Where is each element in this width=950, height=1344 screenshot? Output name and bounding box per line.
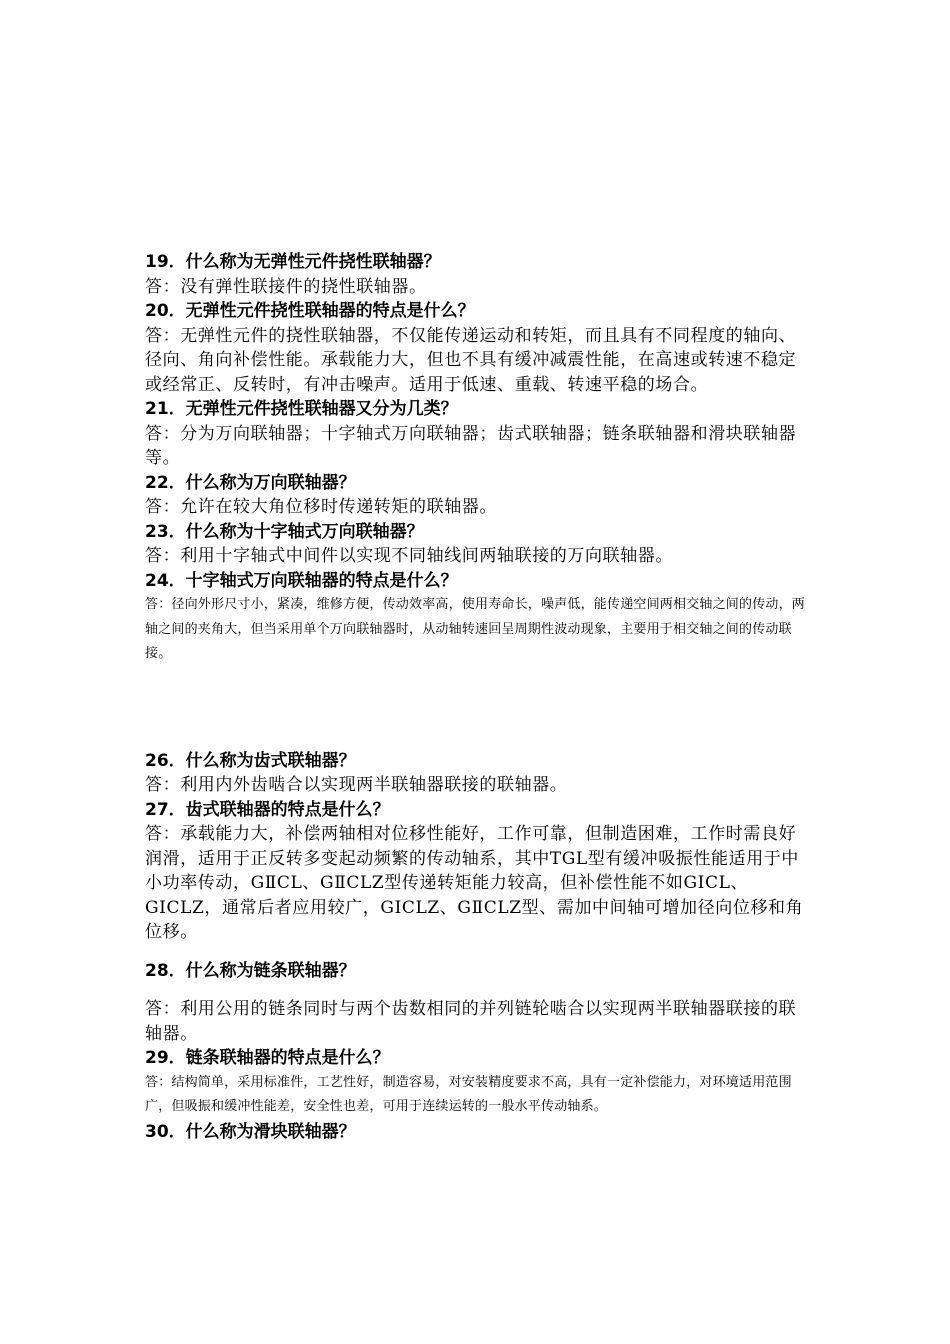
answer-22: 答：允许在较大角位移时传递转矩的联轴器。 bbox=[145, 497, 497, 517]
question-22: 22．什么称为万向联轴器？ bbox=[145, 472, 356, 493]
question-26: 26．什么称为齿式联轴器？ bbox=[145, 750, 356, 771]
answer-27: 答：承载能力大，补偿两轴相对位移性能好，工作可靠，但制造困难，工作时需良好润滑，适用于正反转多变起动频繁的传动轴系，其中TGL型有缓冲吸振性能适用于中小功率传动，GⅡCL、GⅡCLZ型传递转矩能力较高，但补偿性能不如GICL、GICLZ，通常后者应用较广，GICLZ、GⅡCLZ型、需加中间轴可增加径向位移和角位移。 bbox=[145, 824, 804, 942]
blank-gap bbox=[145, 667, 810, 749]
question-27: 27．齿式联轴器的特点是什么？ bbox=[145, 799, 390, 820]
answer-24: 答：径向外形尺寸小，紧凑，维修方便，传动效率高，使用寿命长，噪声低，能传递空间两相交轴之间的传动，两轴之间的夹角大，但当采用单个万向联轴器时，从动轴转速回呈周期性波动现象，主要用于相交轴之间的传动联接。 bbox=[145, 597, 806, 661]
blank-gap bbox=[145, 945, 810, 959]
question-21: 21．无弹性元件挠性联轴器又分为几类？ bbox=[145, 399, 458, 419]
answer-26: 答：利用内外齿啮合以实现两半联轴器联接的联轴器。 bbox=[145, 775, 568, 795]
blank-gap bbox=[145, 983, 810, 997]
question-28: 28．什么称为链条联轴器？ bbox=[145, 960, 356, 981]
question-29: 29．链条联轴器的特点是什么？ bbox=[145, 1048, 390, 1068]
question-24: 24．十字轴式万向联轴器的特点是什么？ bbox=[145, 570, 458, 591]
question-19: 19．什么称为无弹性元件挠性联轴器？ bbox=[145, 252, 441, 272]
question-20: 20．无弹性元件挠性联轴器的特点是什么？ bbox=[145, 301, 475, 321]
answer-20: 答：无弹性元件的挠性联轴器，不仅能传递运动和转矩，而且具有不同程度的轴向、径向、角向补偿性能。承载能力大，但也不具有缓冲减震性能，在高速或转速不稳定或经常正、反转时，有冲击噪声。适用于低速、重载、转速平稳的场合。 bbox=[145, 325, 797, 395]
answer-21: 答：分为万向联轴器；十字轴式万向联轴器；齿式联轴器；链条联轴器和滑块联轴器等。 bbox=[145, 423, 797, 468]
answer-19: 答：没有弹性联接件的挠性联轴器。 bbox=[145, 276, 427, 297]
answer-23: 答：利用十字轴式中间件以实现不同轴线间两轴联接的万向联轴器。 bbox=[145, 546, 673, 566]
answer-28: 答：利用公用的链条同时与两个齿数相同的并列链轮啮合以实现两半联轴器联接的联轴器。 bbox=[145, 999, 797, 1044]
document-page bbox=[145, 250, 810, 1144]
answer-29: 答：结构简单，采用标准件，工艺性好，制造容易，对安装精度要求不高，具有一定补偿能力，对环境适用范围广，但吸振和缓冲性能差，安全性也差，可用于连续运转的一般水平传动轴系。 bbox=[145, 1074, 792, 1114]
question-23: 23．什么称为十字轴式万向联轴器？ bbox=[145, 521, 424, 542]
question-30: 30．什么称为滑块联轴器？ bbox=[145, 1121, 356, 1142]
